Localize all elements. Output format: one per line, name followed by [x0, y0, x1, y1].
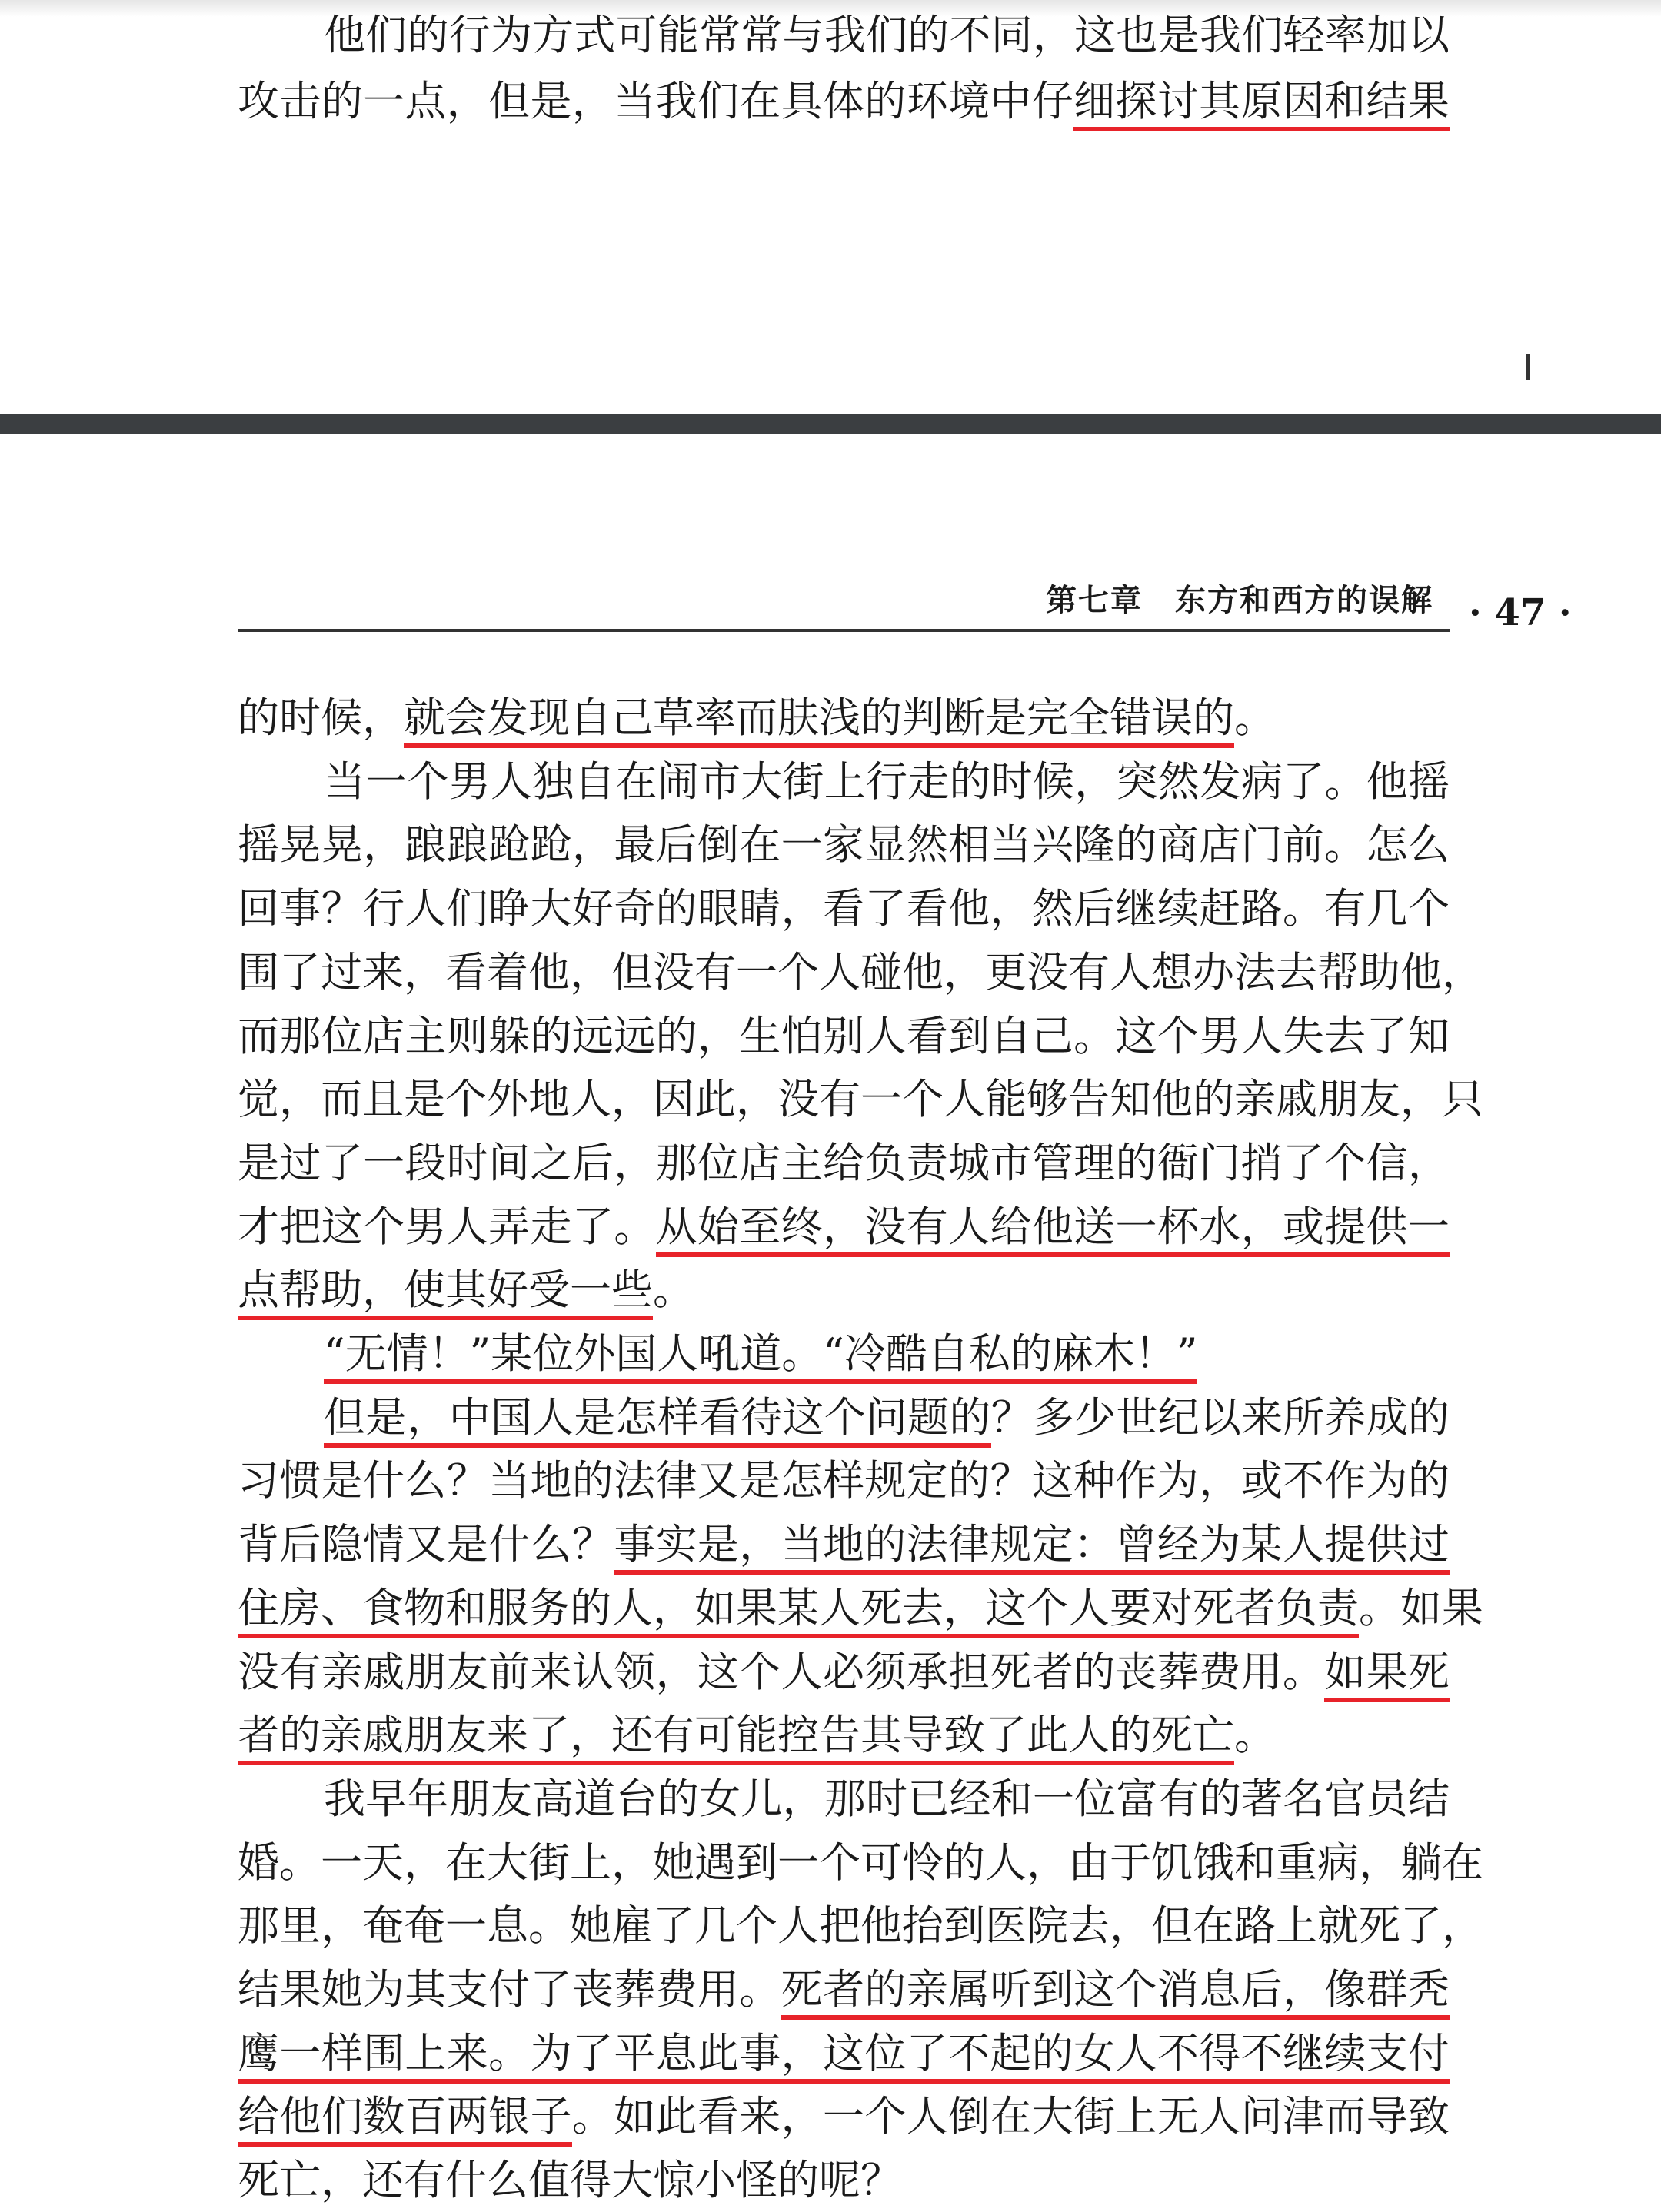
- text-line: [238, 1322, 1450, 1385]
- text-segment: 死亡，还有什么值得大惊小怪的呢？: [238, 2156, 902, 2205]
- underlined-text: 但是，中国人是怎样看待这个问题的: [324, 1393, 991, 1448]
- text-segment: 婚。一天，在大街上，她遇到一个可怜的人，由于饥饿和重病，躺在: [238, 1838, 1483, 1887]
- underlined-text: “无情！”某位外国人吼道。“冷酷自私的麻木！”: [324, 1329, 1197, 1384]
- text-segment: 摇晃晃，踉踉跄跄，最后倒在一家显然相当兴隆的商店门前。怎么: [238, 820, 1450, 870]
- text-segment: 才把这个男人弄走了。: [238, 1202, 656, 1251]
- text-segment: ？多少世纪以来所养成的: [990, 1392, 1450, 1442]
- text-line: [238, 940, 1483, 1004]
- text-line: [238, 1512, 1450, 1576]
- text-segment: 背后隐情又是什么？: [238, 1520, 614, 1569]
- underlined-text: 点帮助，使其好受一些: [238, 1266, 653, 1320]
- text-segment: 回事？行人们睁大好奇的眼睛，看了看他，然后继续赶路。有几个: [238, 884, 1450, 933]
- text-line: [238, 1131, 1450, 1195]
- underlined-text: 死者的亲属听到这个消息后，像群秃: [781, 1965, 1450, 2020]
- text-segment: 觉，而且是个外地人，因此，没有一个人能够告知他的亲戚朋友，只: [238, 1075, 1483, 1124]
- underlined-text: 就会发现自己草率而肤浅的判断是完全错误的: [404, 694, 1234, 748]
- text-line: [238, 1195, 1450, 1259]
- text-segment: 。: [653, 1266, 694, 1315]
- text-line: [238, 1958, 1450, 2021]
- header-rule: [238, 629, 1450, 632]
- text-line: [238, 813, 1450, 876]
- text-line: [238, 1576, 1483, 1640]
- text-line: [238, 69, 1450, 133]
- text-line: [238, 1449, 1450, 1512]
- text-line: [238, 2148, 1450, 2212]
- text-line: [238, 1640, 1450, 1704]
- text-line: [238, 1004, 1450, 1068]
- text-line: [238, 686, 1450, 750]
- text-line: [238, 750, 1450, 813]
- underlined-text: 鹰一样围上来。为了平息此事，这位了不起的女人不得不继续支付: [238, 2029, 1450, 2084]
- text-segment: 。: [1234, 1711, 1276, 1760]
- text-segment: 而那位店主则躲的远远的，生怕别人看到自己。这个男人失去了知: [238, 1011, 1450, 1060]
- text-segment: 是过了一段时间之后，那位店主给负责城市管理的衙门捎了个信，: [238, 1138, 1450, 1187]
- current-page: [0, 434, 1661, 2205]
- underlined-text: 住房、食物和服务的人，如果某人死去，这个人要对死者负责: [238, 1584, 1359, 1638]
- underlined-text: 从始至终，没有人给他送一杯水，或提供一: [656, 1202, 1450, 1257]
- text-line: [238, 2021, 1450, 2085]
- text-segment: 攻击的一点，但是，当我们在具体的环境中仔: [238, 77, 1074, 125]
- text-segment: 结果她为其支付了丧葬费用。: [238, 1965, 781, 2014]
- previous-page: [0, 0, 1661, 414]
- text-segment: 。如此看来，一个人倒在大街上无人问津而导致: [571, 2092, 1450, 2141]
- underlined-text: 给他们数百两银子: [238, 2092, 572, 2147]
- underlined-text: 如果死: [1324, 1648, 1450, 1702]
- text-segment: 习惯是什么？当地的法律又是怎样规定的？这种作为，或不作为的: [238, 1456, 1450, 1505]
- text-segment: 围了过来，看着他，但没有一个人碰他，更没有人想办法去帮助他，: [238, 947, 1483, 996]
- text-segment: 没有亲戚朋友前来认领，这个人必须承担死者的丧葬费用。: [238, 1647, 1325, 1696]
- text-segment: 。如果: [1359, 1583, 1483, 1632]
- underlined-text: 事实是，当地的法律规定：曾经为某人提供过: [614, 1520, 1450, 1575]
- text-segment: 我早年朋友高道台的女儿，那时已经和一位富有的著名官员结: [324, 1774, 1450, 1823]
- text-segment: 他们的行为方式可能常常与我们的不同，这也是我们轻率加以: [324, 11, 1450, 59]
- text-cursor-mark: [1526, 354, 1530, 380]
- underlined-text: 细探讨其原因和结果: [1073, 77, 1450, 131]
- underlined-text: 者的亲戚朋友来了，还有可能控告其导致了此人的死亡: [238, 1711, 1234, 1765]
- text-line: [238, 876, 1450, 940]
- text-segment: 的时候，: [238, 694, 404, 742]
- text-segment: 。: [1234, 694, 1276, 742]
- text-line: [238, 1703, 1450, 1767]
- page-number: · 47 ·: [1469, 591, 1572, 634]
- text-line: [238, 1067, 1483, 1131]
- text-line: [238, 1767, 1450, 1831]
- text-line: [238, 1894, 1483, 1958]
- text-line: [238, 2084, 1450, 2148]
- text-line: [238, 3, 1450, 67]
- text-segment: 当一个男人独自在闹市大街上行走的时候，突然发病了。他摇: [324, 757, 1450, 806]
- text-line: [238, 1831, 1483, 1894]
- page-separator: [0, 414, 1661, 434]
- text-segment: 那里，奄奄一息。她雇了几个人把他抬到医院去，但在路上就死了，: [238, 1901, 1483, 1951]
- running-head: 第七章 东方和西方的误解: [1046, 582, 1433, 618]
- text-line: [238, 1258, 1450, 1322]
- text-line: [238, 1385, 1450, 1449]
